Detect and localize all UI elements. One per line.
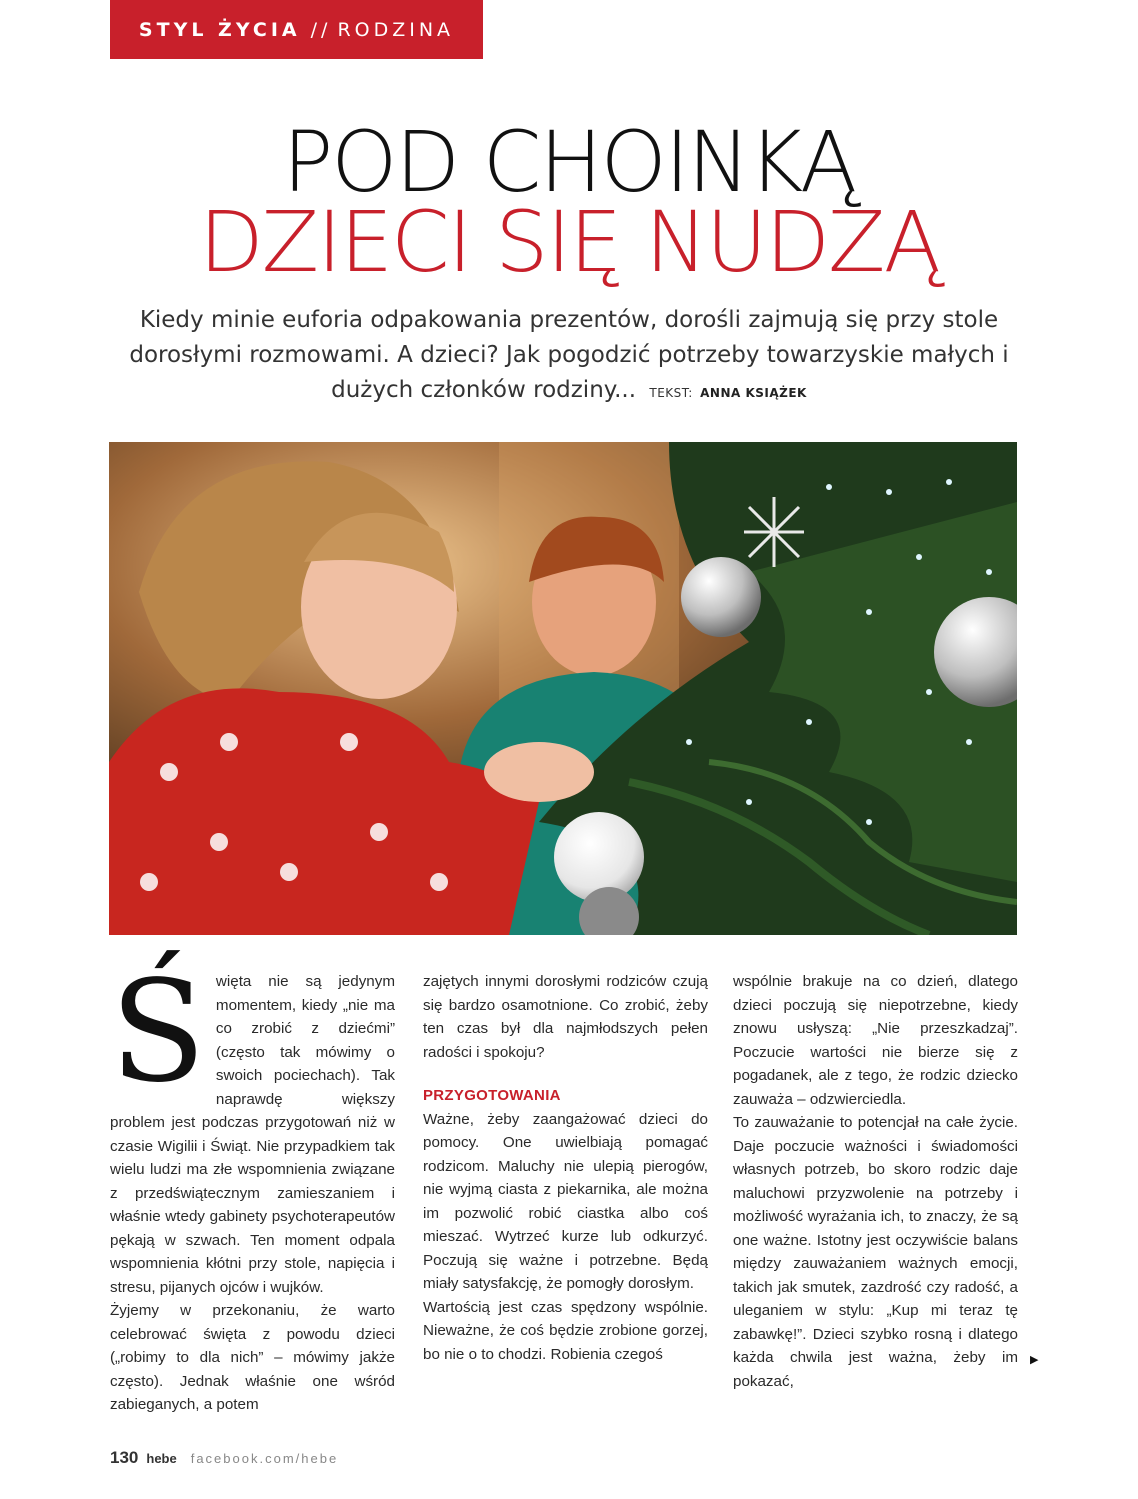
- body-paragraph: zajętych innymi dorosłymi rodziców czują się bardzo osamotnione. Co zrobić, żeby ten czas był dla najmłodszych pełen radości i spokoju?: [423, 973, 708, 1061]
- article-column-2: [423, 970, 708, 1366]
- headline-line-1: POD CHOINKĄ: [282, 113, 856, 211]
- facebook-link[interactable]: facebook.com/hebe: [190, 1451, 339, 1466]
- author-credit-label: TEKST:: [649, 386, 693, 400]
- drop-cap: Ś: [110, 951, 206, 1114]
- lead-text: Kiedy minie euforia odpakowania prezentów, dorośli zajmują się przy stole dorosłymi rozmowami. A dzieci? Jak pogodzić potrzeby towarzyskie małych i dużych członków rodziny...: [129, 307, 1009, 403]
- section-tab: [110, 0, 483, 59]
- page-number: 130: [110, 1448, 139, 1467]
- body-paragraph: wspólnie brakuje na co dzień, dlatego dzieci poczują się niepotrzebne, kiedy znowu usłyszą: „Nie przeszkadzaj”. Poczucie wartości nie bierze się z pogadanek, ale z tego, że rodzic dziecko zauważa – odzwierciedla.: [733, 973, 1018, 1108]
- lead-paragraph: [120, 303, 1018, 411]
- page-footer: [110, 1448, 338, 1470]
- body-paragraph: Żyjemy w przekonaniu, że warto celebrować święta z powodu dzieci („robimy to dla nich” – mówimy jakże często). Jednak właśnie one wśród zabieganych, a potem: [110, 1302, 395, 1413]
- headline-line-2: DZIECI SIĘ NUDZĄ: [198, 193, 940, 291]
- subsection-label: RODZINA: [337, 18, 455, 41]
- brand-logo: hebe: [146, 1451, 177, 1466]
- section-separator: //: [310, 18, 332, 41]
- hero-photo: [109, 442, 1017, 935]
- article-column-3: [733, 970, 1018, 1393]
- section-subhead: PRZYGOTOWANIA: [423, 1087, 561, 1104]
- body-paragraph: To zauważanie to potencjał na całe życie. Daje poczucie ważności i świadomości własnych potrzeb, bo skoro rodzic daje maluchowi przyzwolenie na potrzeby i możliwość wyrażania ich, to znaczy, że są one ważne. Istotny jest oczywiście balans między zauważaniem ważnych emocji, takich jak smutek, zazdrość czy radość, a uleganiem w stylu: „Kup mi teraz tę zabawkę!”. Dzieci szybko rosną i dlatego każda chwila jest ważna, żeby im pokazać,: [733, 1114, 1018, 1390]
- continue-arrow-icon: ▶: [1030, 1354, 1039, 1366]
- author-name: ANNA KSIĄŻEK: [700, 386, 807, 400]
- body-paragraph: więta nie są jedynym momentem, kiedy „nie ma co zrobić z dziećmi” (często tak mówimy o swoich pociechach). Tak naprawdę większy problem jest podczas przygotowań niż w czasie Wigilii i Świąt. Nie przypadkiem tak wielu ludzi ma złe wspomnienia związane z przedświątecznym zamieszaniem i właśnie wtedy gabinety psychoterapeutów pękają w szwach. Ten moment odpala wspomnienia kłótni przy stole, napięcia i stresu, pijanych ojców i wujków.: [110, 973, 395, 1296]
- article-column-1: [110, 951, 395, 1417]
- section-label: STYL ŻYCIA: [138, 18, 301, 41]
- body-paragraph: Wartością jest czas spędzony wspólnie. Nieważne, że coś będzie zrobione gorzej, bo nie o to chodzi. Robienia czegoś: [423, 1298, 708, 1363]
- body-paragraph: Ważne, żeby zaangażować dzieci do pomocy. One uwielbiają pomagać rodzicom. Maluchy nie ulepią pierogów, nie wyjmą ciasta z piekarnika, ale można im pozwolić robić ciastka albo coś mieszać. Wytrzeć kurze lub odkurzyć. Poczują się ważne i potrzebne. Będą miały satysfakcję, że pomogły dorosłym.: [423, 1110, 708, 1292]
